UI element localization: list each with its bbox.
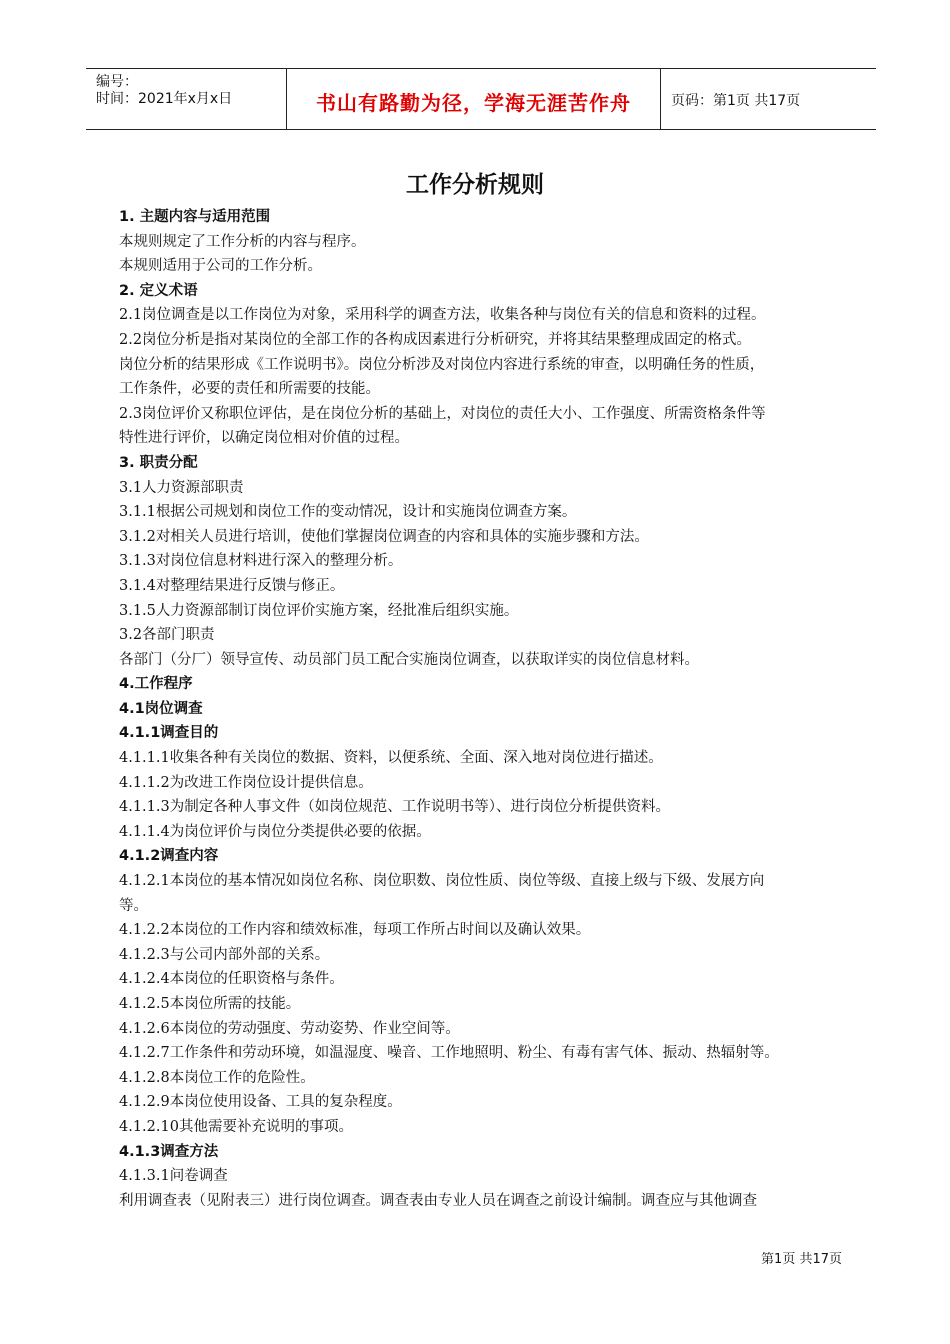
body-text-line: 4.1.2.7工作条件和劳动环境，如温湿度、噪音、工作地照明、粉尘、有毒有害气体、振动、热辐射等。	[119, 1045, 779, 1062]
section-heading: 1. 主题内容与适用范围	[119, 209, 271, 225]
section-heading: 4.工作程序	[119, 676, 193, 693]
section-heading: 4.1.3调查方法	[119, 1143, 219, 1160]
body-text-line: 4.1.1.2为改进工作岗位设计提供信息。	[119, 774, 373, 791]
body-text-line: 2.2岗位分析是指对某岗位的全部工作的各构成因素进行分析研究，并将其结果整理成固定的格式。	[119, 331, 752, 348]
section-heading: 4.1.1调查目的	[119, 725, 219, 742]
body-text-line: 4.1.1.3为制定各种人事文件（如岗位规范、工作说明书等）、进行岗位分析提供资料。	[119, 799, 670, 816]
body-text-line: 4.1.2.10其他需要补充说明的事项。	[119, 1118, 353, 1135]
header-page-cell	[661, 69, 876, 129]
section-heading: 2. 定义术语	[119, 282, 198, 299]
body-text-line: 4.1.3.1问卷调查	[119, 1168, 228, 1185]
body-text-line: 4.1.2.8本岗位工作的危险性。	[119, 1069, 315, 1086]
body-text-line: 3.1.1根据公司规划和岗位工作的变动情况，设计和实施岗位调查方案。	[119, 504, 577, 521]
body-text-line: 岗位分析的结果形成《工作说明书》。岗位分析涉及对岗位内容进行系统的审查，以明确任务的性质，	[119, 356, 765, 373]
body-text-line: 3.1.4对整理结果进行反馈与修正。	[119, 577, 345, 594]
body-text-line: 3.1.3对岗位信息材料进行深入的整理分析。	[119, 553, 403, 570]
body-text-line: 4.1.1.1收集各种有关岗位的数据、资料，以便系统、全面、深入地对岗位进行描述。	[119, 750, 663, 767]
body-text-line: 利用调查表（见附表三）进行岗位调查。调查表由专业人员在调查之前设计编制。调查应与其他调查	[119, 1192, 757, 1209]
document-body	[119, 205, 849, 1213]
body-text-line: 本规则适用于公司的工作分析。	[119, 258, 322, 275]
header-table	[86, 68, 876, 130]
body-text-line: 4.1.2.4本岗位的任职资格与条件。	[119, 971, 344, 988]
body-text-line: 4.1.2.6本岗位的劳动强度、劳动姿势、作业空间等。	[119, 1020, 460, 1037]
document-title: 工作分析规则	[406, 172, 544, 198]
section-heading: 3. 职责分配	[119, 454, 198, 471]
body-text-line: 3.2各部门职责	[119, 627, 215, 644]
body-text-line: 3.1.5人力资源部制订岗位评价实施方案，经批准后组织实施。	[119, 602, 519, 619]
body-text-line: 4.1.2.3与公司内部外部的关系。	[119, 946, 330, 963]
number-label: 编号：	[96, 74, 138, 90]
body-text-line: 4.1.2.2本岗位的工作内容和绩效标准，每项工作所占时间以及确认效果。	[119, 922, 591, 939]
footer-page-number: 第1页 共17页	[761, 1252, 842, 1267]
header-info-cell	[86, 69, 287, 129]
page-number-label: 页码：第1页 共17页	[671, 93, 801, 109]
section-heading: 4.1.2调查内容	[119, 848, 219, 865]
body-text-line: 3.1人力资源部职责	[119, 479, 244, 496]
body-text-line: 各部门（分厂）领导宣传、动员部门员工配合实施岗位调查，以获取详实的岗位信息材料。	[119, 651, 699, 668]
section-heading: 4.1岗位调查	[119, 700, 203, 717]
body-text-line: 工作条件，必要的责任和所需要的技能。	[119, 381, 380, 398]
body-text-line: 2.3岗位评价又称职位评估，是在岗位分析的基础上，对岗位的责任大小、工作强度、所需资格条件等	[119, 405, 766, 422]
body-text-line: 4.1.2.9本岗位使用设备、工具的复杂程度。	[119, 1094, 402, 1111]
body-text-line: 4.1.1.4为岗位评价与岗位分类提供必要的依据。	[119, 823, 431, 840]
body-text-line: 特性进行评价，以确定岗位相对价值的过程。	[119, 430, 409, 447]
motto-text: 书山有路勤为径，学海无涯苦作舟	[316, 91, 631, 115]
body-text-line: 4.1.2.1本岗位的基本情况如岗位名称、岗位职数、岗位性质、岗位等级、直接上级与下级、发展方向	[119, 873, 765, 890]
body-text-line: 等。	[119, 897, 148, 914]
header-motto-cell	[287, 69, 661, 129]
body-text-line: 4.1.2.5本岗位所需的技能。	[119, 996, 301, 1012]
time-label: 时间：2021年x月x日	[96, 91, 233, 107]
body-text-line: 2.1岗位调查是以工作岗位为对象，采用科学的调查方法，收集各种与岗位有关的信息和资料的过程。	[119, 307, 766, 324]
body-text-line: 3.1.2对相关人员进行培训，使他们掌握岗位调查的内容和具体的实施步骤和方法。	[119, 528, 649, 545]
body-text-line: 本规则规定了工作分析的内容与程序。	[119, 233, 366, 250]
